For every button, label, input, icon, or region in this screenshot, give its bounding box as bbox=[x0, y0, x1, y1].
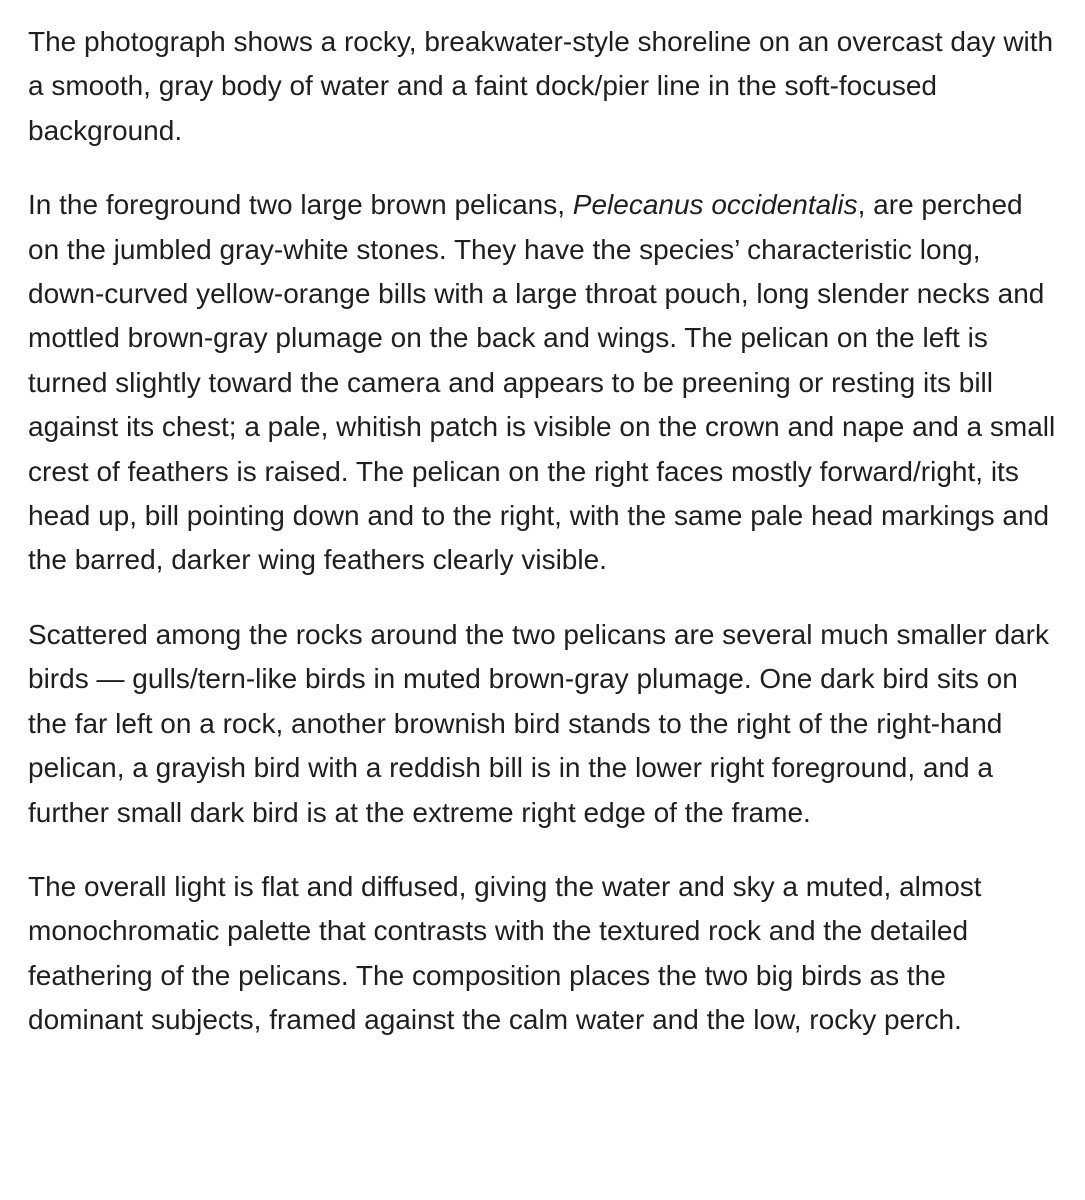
paragraph-light-composition: The overall light is flat and diffused, giving the water and sky a muted, almost monochromatic palette that contrasts with the textured rock and the detailed feathering of the pelicans. The composition places the two big birds as the dominant subjects, framed against the calm water and the low, rocky perch. bbox=[28, 870, 982, 1036]
paragraph-setting: The photograph shows a rocky, breakwater-style shoreline on an overcast day with a smooth, gray body of water and a faint dock/pier line in the soft-focused background. bbox=[28, 26, 1054, 146]
paragraph-small-birds: Scattered among the rocks around the two pelicans are several much smaller dark birds — gulls/tern-like birds in muted brown-gray plumage. One dark bird sits on the far left on a rock, another brownish bird stands to the right of the right-hand pelican, a grayish bird with a reddish bill is in the lower right foreground, and a further small dark bird is at the extreme right edge of the frame. bbox=[28, 618, 1049, 828]
paragraph-pelicans-body: , are perched on the jumbled gray-white stones. They have the species’ characteristic long, down-curved yellow-orange bills with a large throat pouch, long slender necks and mottled brown-gray plumage on the back and wings. The pelican on the left is turned slightly toward the camera and appears to be preening or resting its bill against its chest; a pale, whitish patch is visible on the crown and nape and a small crest of feathers is raised. The pelican on the right faces mostly forward/right, its head up, bill pointing down and to the right, with the same pale head markings and the barred, darker wing feathers clearly visible. bbox=[28, 189, 1056, 576]
paragraph-pelicans-intro: In the foreground two large brown pelicans, bbox=[28, 189, 573, 221]
species-name: Pelecanus occidentalis bbox=[572, 189, 858, 221]
paragraph-pelicans bbox=[28, 183, 1057, 583]
